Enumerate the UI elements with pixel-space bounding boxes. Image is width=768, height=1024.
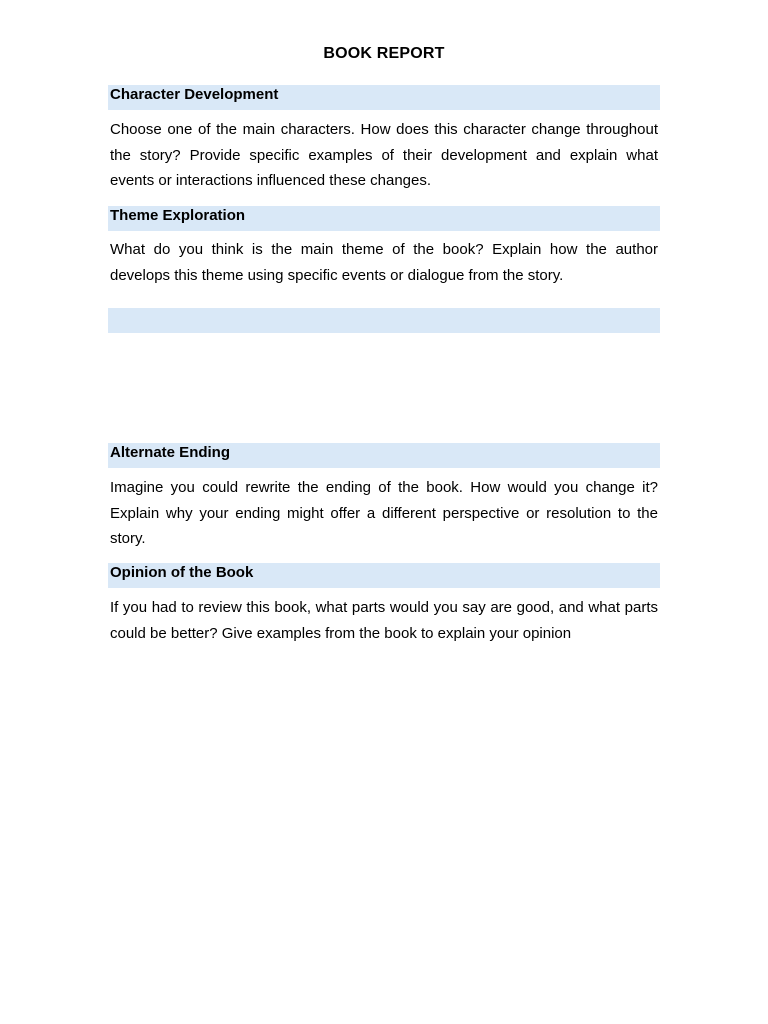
section-body-opinion-of-the-book: If you had to review this book, what parts would you say are good, and what parts could be better? Give examples from the book to explain your opinion [110, 599, 658, 642]
section-heading-alternate-ending: Alternate Ending [108, 443, 660, 468]
section-body-alternate-ending: Imagine you could rewrite the ending of the book. How would you change it? Explain why your ending might offer a different perspective or resolution to the story. [110, 479, 658, 547]
section-body-character-development: Choose one of the main characters. How does this character change throughout the story? Provide specific examples of their development and explain what events or interactions influenced these changes. [110, 121, 658, 189]
section-heading-character-development: Character Development [108, 85, 660, 110]
section-heading-theme-exploration: Theme Exploration [108, 206, 660, 231]
section-heading-empty [108, 308, 660, 333]
page-title: BOOK REPORT [323, 45, 445, 62]
section-body-theme-exploration: What do you think is the main theme of the book? Explain how the author develops this theme using specific events or dialogue from the story. [110, 241, 658, 284]
section-heading-opinion-of-the-book: Opinion of the Book [108, 563, 660, 588]
